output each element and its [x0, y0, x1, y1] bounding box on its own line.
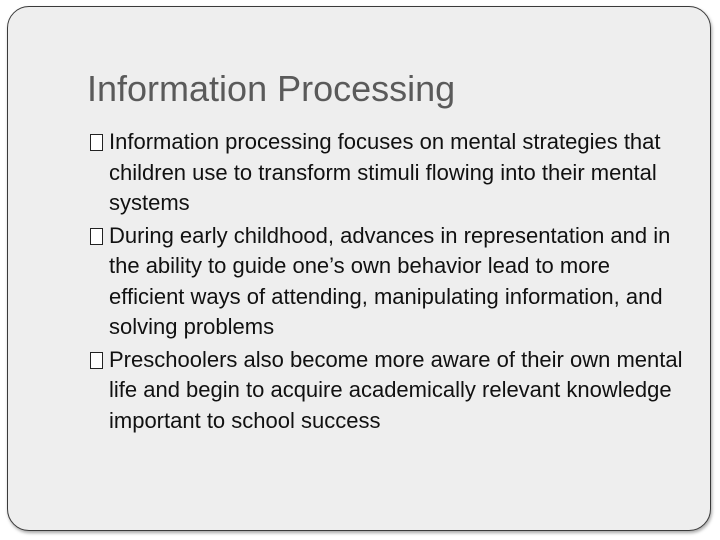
box-bullet-icon — [90, 134, 103, 151]
bullet-text: Preschoolers also become more aware of their own mental life and begin to acquire academically relevant knowledge important to school success — [109, 346, 683, 433]
bullet-text: During early childhood, advances in representation and in the ability to guide one’s own behavior lead to more efficient ways of attending, manipulating information, and solving problems — [109, 222, 671, 339]
list-item — [90, 127, 690, 219]
box-bullet-icon — [90, 352, 103, 369]
bullet-list — [90, 127, 690, 438]
list-item — [90, 345, 690, 437]
bullet-text: Information processing focuses on mental strategies that children use to transform stimuli flowing into their mental systems — [109, 129, 661, 215]
list-item — [90, 221, 690, 343]
slide-title: Information Processing — [87, 68, 456, 109]
slide-frame — [7, 6, 711, 531]
box-bullet-icon — [90, 228, 103, 245]
